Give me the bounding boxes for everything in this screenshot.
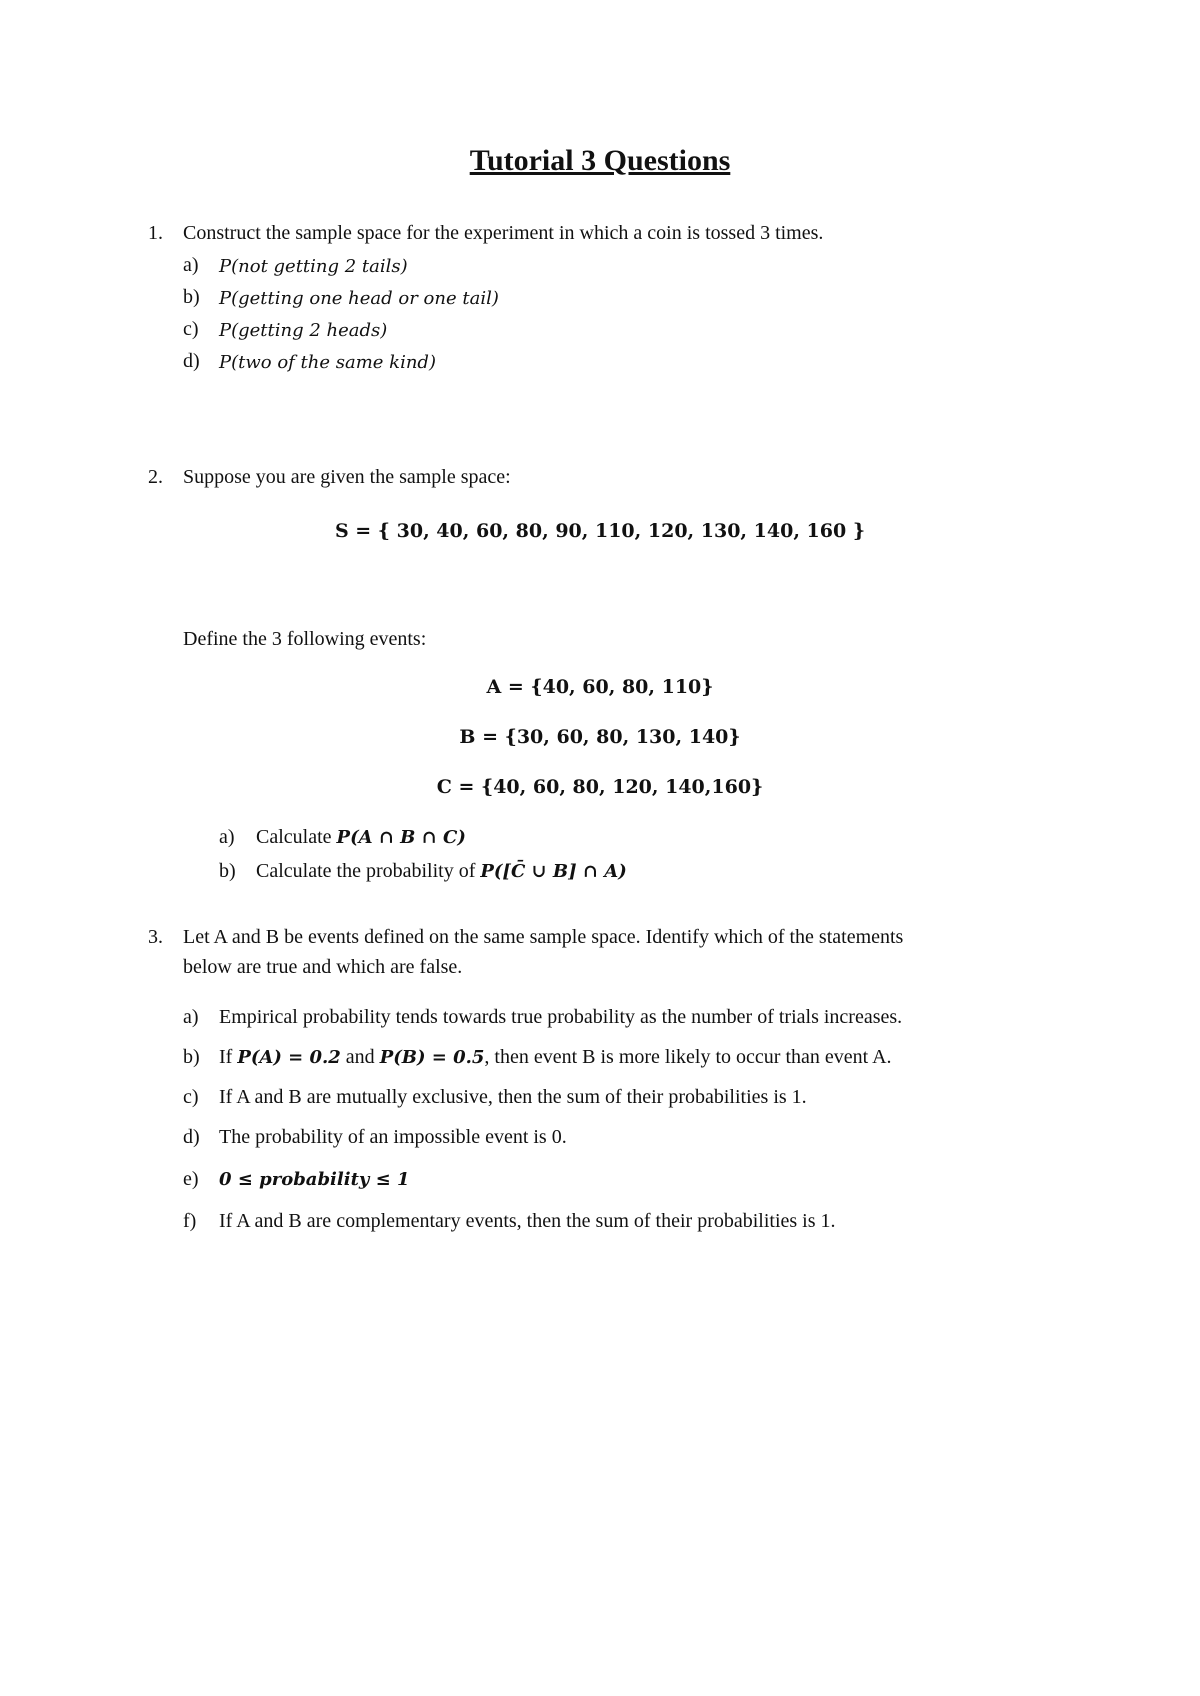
q3-item-b-post: , then event B is more likely to occur than event A. xyxy=(484,1046,892,1068)
event-a-equation: A = {40, 60, 80, 110} xyxy=(486,676,714,698)
q2-item-b-label: b) xyxy=(219,860,236,882)
event-b-equation: B = {30, 60, 80, 130, 140} xyxy=(459,726,741,748)
q3-item-b-math2: P(B) = 0.5 xyxy=(379,1047,485,1068)
q1-item-d-label: d) xyxy=(183,350,200,372)
q1-item-a-label: a) xyxy=(183,254,199,276)
question-1-number: 1. xyxy=(148,222,163,244)
q3-item-f-label: f) xyxy=(183,1210,197,1232)
q3-item-e-label: e) xyxy=(183,1168,199,1190)
q3-item-d-text: The probability of an impossible event is 0. xyxy=(219,1126,567,1148)
q2-item-b-math: P([C̄ ∪ B] ∩ A) xyxy=(480,861,627,882)
q3-item-b-math1: P(A) = 0.2 xyxy=(237,1047,341,1068)
q3-item-b-mid: and xyxy=(345,1046,375,1068)
q3-item-c-text: If A and B are mutually exclusive, then the sum of their probabilities is 1. xyxy=(219,1086,807,1108)
q1-item-d-math: P(two of the same kind) xyxy=(219,352,436,373)
q3-item-f-text: If A and B are complementary events, then the sum of their probabilities is 1. xyxy=(219,1210,836,1232)
sample-space-equation: S = { 30, 40, 60, 80, 90, 110, 120, 130, 140, 160 } xyxy=(334,520,866,542)
question-1-text: Construct the sample space for the experiment in which a coin is tossed 3 times. xyxy=(183,222,824,244)
q1-item-a-math: P(not getting 2 tails) xyxy=(219,256,408,277)
q1-item-c-math: P(getting 2 heads) xyxy=(219,320,388,341)
question-3-number: 3. xyxy=(148,926,163,948)
q2-item-b xyxy=(256,860,627,883)
event-c-equation: C = {40, 60, 80, 120, 140,160} xyxy=(436,776,764,798)
q2-item-a-math: P(A ∩ B ∩ C) xyxy=(336,827,466,848)
q1-item-c-label: c) xyxy=(183,318,199,340)
question-2-text: Suppose you are given the sample space: xyxy=(183,466,511,488)
q2-item-a-label: a) xyxy=(219,826,235,848)
q3-item-a-label: a) xyxy=(183,1006,199,1028)
q3-item-b xyxy=(219,1046,892,1069)
q3-item-a-text: Empirical probability tends towards true probability as the number of trials increases. xyxy=(219,1006,903,1028)
define-events-text: Define the 3 following events: xyxy=(183,628,427,650)
q3-item-b-label: b) xyxy=(183,1046,200,1068)
question-3-text-line2: below are true and which are false. xyxy=(183,956,463,978)
q3-item-e-math: 0 ≤ probability ≤ 1 xyxy=(219,1169,410,1190)
q1-item-b-label: b) xyxy=(183,286,200,308)
q3-item-c-label: c) xyxy=(183,1086,199,1108)
q2-item-b-text: Calculate the probability of xyxy=(256,860,476,882)
q2-item-a xyxy=(256,826,466,849)
question-2-number: 2. xyxy=(148,466,163,488)
q3-item-b-pre: If xyxy=(219,1046,233,1068)
page-title: Tutorial 3 Questions xyxy=(469,144,731,177)
q3-item-d-label: d) xyxy=(183,1126,200,1148)
question-3-text-line1: Let A and B be events defined on the same sample space. Identify which of the statements xyxy=(183,926,904,948)
q2-item-a-text: Calculate xyxy=(256,826,332,848)
q1-item-b-math: P(getting one head or one tail) xyxy=(219,288,499,309)
